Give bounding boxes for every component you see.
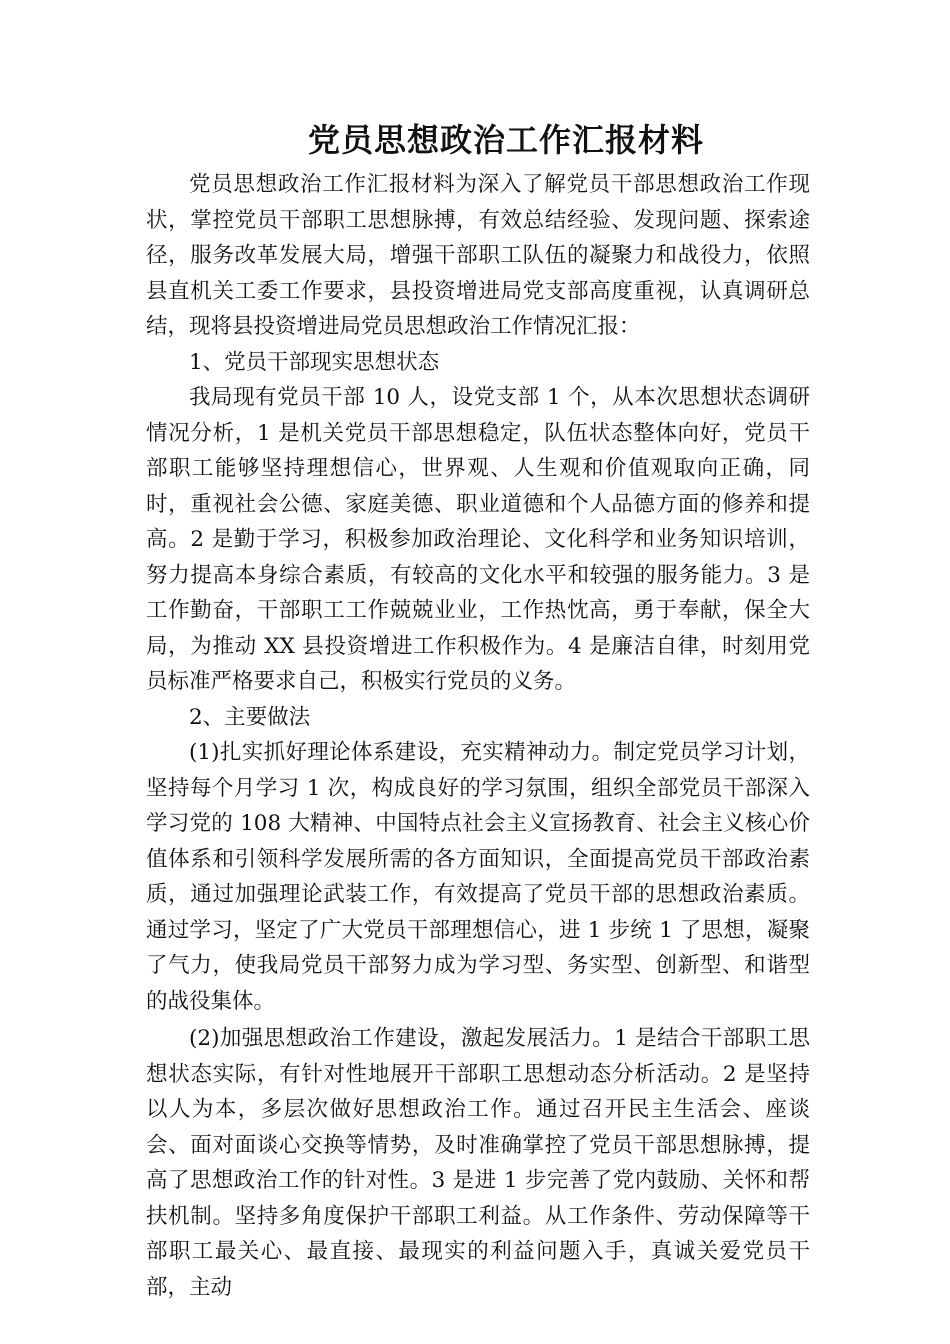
document-title: 党员思想政治工作汇报材料	[307, 121, 704, 159]
section-1-heading: 1、党员干部现实思想状态	[189, 349, 440, 375]
document-body	[146, 167, 810, 1305]
section-2-heading: 2、主要做法	[189, 704, 311, 730]
section-2-item-2-paragraph: (2)加强思想政治工作建设，激起发展活力。1 是结合干部职工思想状态实际，有针对性地展开干部职工思想动态分析活动。2 是坚持以人为本，多层次做好思想政治工作。通过召开民主生活会、座谈会、面对面谈心交换等情势，及时准确掌控了党员干部思想脉搏，提高了思想政治工作的针对性。3 是进 1 步完善了党内鼓励、关怀和帮扶机制。坚持多角度保护干部职工利益。从工作条件、劳动保障等干部职工最关心、最直接、最现实的利益问题入手，真诚关爱党员干部，主动	[146, 1026, 810, 1300]
section-2-item-1-paragraph: (1)扎实抓好理论体系建设，充实精神动力。制定党员学习计划，坚持每个月学习 1 次，构成良好的学习氛围，组织全部党员干部深入学习党的 108 大精神、中国特点社会主义宣扬教育、社会主义核心价值体系和引领科学发展所需的各方面知识，全面提高党员干部政治素质，通过加强理论武装工作，有效提高了党员干部的思想政治素质。通过学习，坚定了广大党员干部理想信心，进 1 步统 1 了思想，凝聚了气力，使我局党员干部努力成为学习型、务实型、创新型、和谐型的战役集体。	[146, 740, 810, 1014]
section-1-paragraph: 我局现有党员干部 10 人，设党支部 1 个，从本次思想状态调研情况分析，1 是机关党员干部思想稳定，队伍状态整体向好，党员干部职工能够坚持理想信心，世界观、人生观和价值观取向正确，同时，重视社会公德、家庭美德、职业道德和个人品德方面的修养和提高。2 是勤于学习，积极参加政治理论、文化科学和业务知识培训，努力提高本身综合素质，有较高的文化水平和较强的服务能力。3 是工作勤奋，干部职工工作兢兢业业，工作热忱高，勇于奉献，保全大局，为推动 XX 县投资增进工作积极作为。4 是廉洁自律，时刻用党员标准严格要求自己，积极实行党员的义务。	[146, 385, 810, 694]
intro-paragraph: 党员思想政治工作汇报材料为深入了解党员干部思想政治工作现状，掌控党员干部职工思想脉搏，有效总结经验、发现问题、探索途径，服务改革发展大局，增强干部职工队伍的凝聚力和战役力，依照县直机关工委工作要求，县投资增进局党支部高度重视，认真调研总结，现将县投资增进局党员思想政治工作情况汇报：	[146, 172, 810, 339]
